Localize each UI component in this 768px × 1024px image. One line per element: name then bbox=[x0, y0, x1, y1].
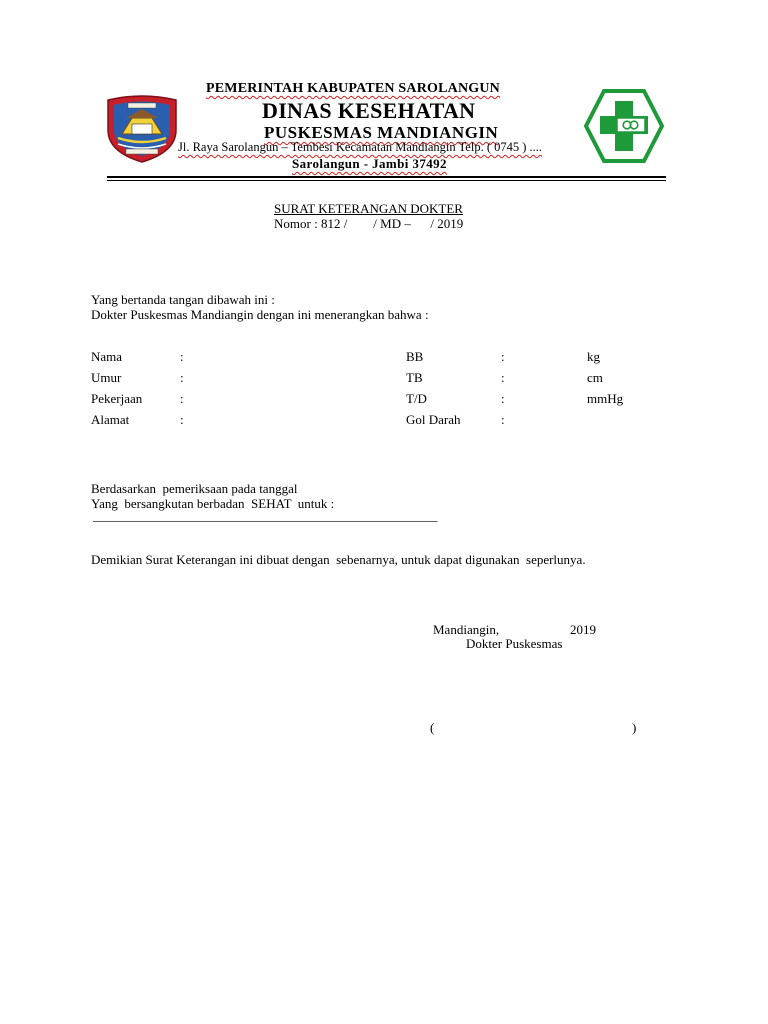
intro-line-2: Dokter Puskesmas Mandiangin dengan ini menerangkan bahwa : bbox=[91, 307, 429, 322]
field-label-td: T/D bbox=[406, 391, 427, 406]
purpose-blank-line: _____________________________________________________ bbox=[93, 508, 438, 523]
letterhead-address: Jl. Raya Sarolangun – Tembesi Kecamatan Mandiangin Telp. ( 0745 ) .... bbox=[178, 140, 543, 154]
intro-line-1: Yang bertanda tangan dibawah ini : bbox=[91, 292, 275, 307]
field-colon-pekerjaan: : bbox=[180, 391, 184, 406]
field-unit-bb: kg bbox=[587, 349, 600, 364]
field-colon-bb: : bbox=[501, 349, 505, 364]
field-colon-td: : bbox=[501, 391, 505, 406]
field-label-alamat: Alamat bbox=[91, 412, 130, 427]
field-label-umur: Umur bbox=[91, 370, 122, 385]
field-colon-alamat: : bbox=[180, 412, 184, 427]
field-unit-td: mmHg bbox=[587, 391, 624, 406]
signature-role: Dokter Puskesmas bbox=[466, 636, 563, 651]
field-colon-tb: : bbox=[501, 370, 505, 385]
field-label-pekerjaan: Pekerjaan bbox=[91, 391, 143, 406]
field-colon-nama: : bbox=[180, 349, 184, 364]
document-title: SURAT KETERANGAN DOKTER bbox=[274, 201, 463, 216]
puskesmas-cross-logo bbox=[584, 89, 664, 163]
letterhead-clinic: PUSKESMAS MANDIANGIN bbox=[264, 123, 499, 142]
regency-emblem-logo bbox=[104, 94, 180, 164]
field-unit-tb: cm bbox=[587, 370, 603, 385]
field-label-tb: TB bbox=[406, 370, 423, 385]
letterhead-rule-thick bbox=[107, 176, 666, 178]
document-number: Nomor : 812 / / MD – / 2019 bbox=[274, 216, 464, 231]
closing-statement: Demikian Surat Keterangan ini dibuat dengan sebenarnya, untuk dapat digunakan seperlunya. bbox=[91, 552, 586, 567]
signature-place: Mandiangin, bbox=[433, 622, 500, 637]
field-colon-gol-darah: : bbox=[501, 412, 505, 427]
letterhead-government: PEMERINTAH KABUPATEN SAROLANGUN bbox=[206, 81, 500, 96]
exam-date-line: Berdasarkan pemeriksaan pada tanggal bbox=[91, 481, 298, 496]
signature-year: 2019 bbox=[570, 622, 596, 637]
healthy-purpose-line: Yang bersangkutan berbadan SEHAT untuk : bbox=[91, 496, 335, 511]
field-label-nama: Nama bbox=[91, 349, 123, 364]
letterhead-city: Sarolangun - Jambi 37492 bbox=[292, 156, 447, 171]
signature-close-paren: ) bbox=[632, 720, 637, 735]
field-label-gol-darah: Gol Darah bbox=[406, 412, 461, 427]
field-label-bb: BB bbox=[406, 349, 424, 364]
signature-open-paren: ( bbox=[430, 720, 435, 735]
letterhead-rule-thin bbox=[107, 180, 666, 181]
letterhead-department: DINAS KESEHATAN bbox=[262, 98, 476, 123]
field-colon-umur: : bbox=[180, 370, 184, 385]
